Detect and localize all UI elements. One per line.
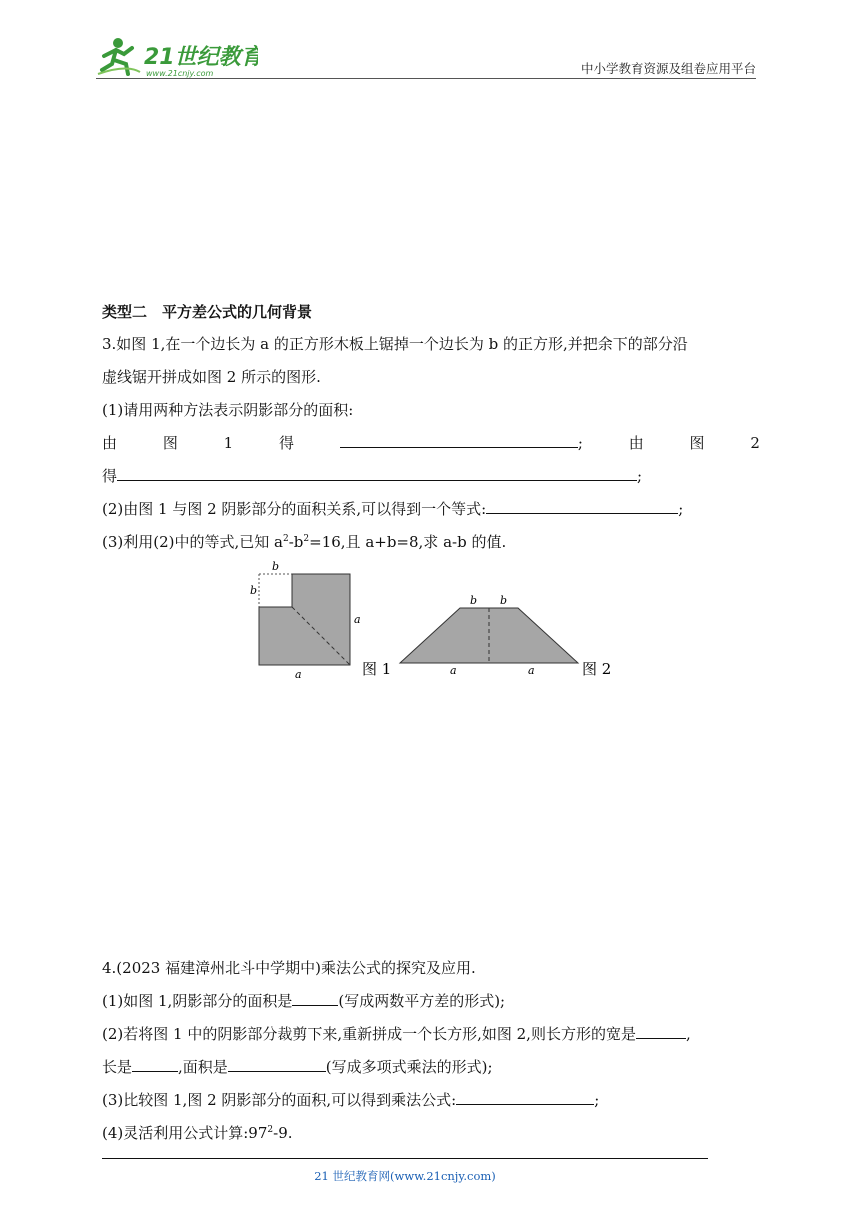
fill-char: 得 (279, 434, 295, 452)
fill-char: 1 (223, 434, 234, 452)
q4-part2 (102, 1024, 691, 1044)
answer-blank[interactable] (228, 1057, 326, 1072)
q4-title: 4.(2023 福建漳州北斗中学期中)乘法公式的探究及应用. (102, 959, 476, 977)
fig2-label-top-left: b (470, 594, 478, 607)
fill-char: 2 (750, 434, 760, 452)
comma: , (685, 1025, 691, 1043)
q3-part2-text: (2)由图 1 与图 2 阴影部分的面积关系,可以得到一个等式: (102, 500, 487, 518)
fig1-caption: 图 1 (362, 660, 392, 678)
q3-fill-row1 (102, 433, 760, 453)
q4-part2b (102, 1057, 493, 1077)
fig1-label-left: b (250, 584, 258, 597)
footer-link[interactable]: 21 世纪教育网(www.21cnjy.com) (314, 1169, 496, 1183)
q4-part3-text: (3)比较图 1,图 2 阴影部分的面积,可以得到乘法公式: (102, 1091, 457, 1109)
q4-part4 (102, 1123, 293, 1143)
fig2-caption: 图 2 (582, 660, 612, 678)
answer-blank[interactable] (292, 991, 338, 1006)
semicolon: ; (577, 434, 583, 452)
fill-char: 由 (102, 434, 118, 452)
answer-blank[interactable] (132, 1057, 178, 1072)
q4-part1-text-a: (1)如图 1,阴影部分的面积是 (102, 992, 293, 1010)
site-logo (96, 34, 258, 78)
q4-part4-text-a: (4)灵活利用公式计算:97 (102, 1124, 268, 1142)
q4-part2b-text-c: (写成多项式乘法的形式); (325, 1058, 493, 1076)
section-title: 类型二 平方差公式的几何背景 (102, 303, 313, 321)
semicolon: ; (637, 467, 643, 485)
superscript: 2 (267, 1125, 274, 1135)
q4-part3 (102, 1090, 599, 1110)
answer-blank[interactable] (486, 499, 678, 514)
q4-part1-text-b: (写成两数平方差的形式); (338, 992, 506, 1010)
header-platform-text: 中小学教育资源及组卷应用平台 (580, 61, 756, 76)
fill-blank-group (340, 433, 583, 453)
q3-part2 (102, 499, 683, 519)
figure-1 (250, 560, 391, 681)
q4-part2b-text-b: ,面积是 (178, 1058, 228, 1076)
fig2-label-bottom-right: a (528, 664, 535, 677)
semicolon: ; (678, 500, 684, 518)
q4-part2b-text-a: 长是 (102, 1058, 133, 1076)
q3-part3-text-b: -b (288, 533, 304, 551)
fig1-label-top: b (272, 560, 280, 573)
answer-blank[interactable] (636, 1024, 686, 1039)
semicolon: ; (594, 1091, 600, 1109)
q3-line2: 虚线锯开拼成如图 2 所示的图形. (102, 368, 321, 386)
q4-part4-text-b: -9. (273, 1124, 293, 1142)
q3-fill-row2 (102, 466, 642, 486)
fig1-label-bottom: a (295, 668, 302, 681)
fill-char: 图 (689, 434, 705, 452)
q3-figures (250, 556, 630, 682)
figure-2 (400, 594, 611, 678)
q4-part2-text: (2)若将图 1 中的阴影部分裁剪下来,重新拼成一个长方形,如图 2,则长方形的宽是 (102, 1025, 636, 1043)
fill-char: 得 (102, 467, 118, 485)
superscript: 2 (282, 534, 289, 544)
fig2-label-top-right: b (500, 594, 508, 607)
footer-divider (102, 1158, 708, 1159)
superscript: 2 (303, 534, 310, 544)
geometry-figures (250, 556, 630, 682)
fill-char: 图 (162, 434, 178, 452)
fig2-label-bottom-left: a (450, 664, 457, 677)
q4-part1 (102, 991, 505, 1011)
answer-blank[interactable] (117, 466, 637, 481)
answer-blank[interactable] (456, 1090, 594, 1105)
header-divider (96, 78, 756, 79)
q3-part3 (102, 532, 506, 552)
svg-text:21世纪教育: 21世纪教育 (144, 45, 258, 70)
svg-text:www.21cnjy.com: www.21cnjy.com (146, 69, 214, 78)
runner-logo-icon (96, 34, 258, 78)
q3-part1: (1)请用两种方法表示阴影部分的面积: (102, 401, 354, 419)
q3-line1: 3.如图 1,在一个边长为 a 的正方形木板上锯掉一个边长为 b 的正方形,并把余下的部分沿 (102, 335, 688, 353)
fill-char: 由 (628, 434, 644, 452)
q3-part3-text-c: =16,且 a+b=8,求 a-b 的值. (309, 533, 507, 551)
q3-part3-text-a: (3)利用(2)中的等式,已知 a (102, 533, 283, 551)
fig1-label-right: a (354, 613, 361, 626)
answer-blank[interactable] (340, 433, 578, 448)
